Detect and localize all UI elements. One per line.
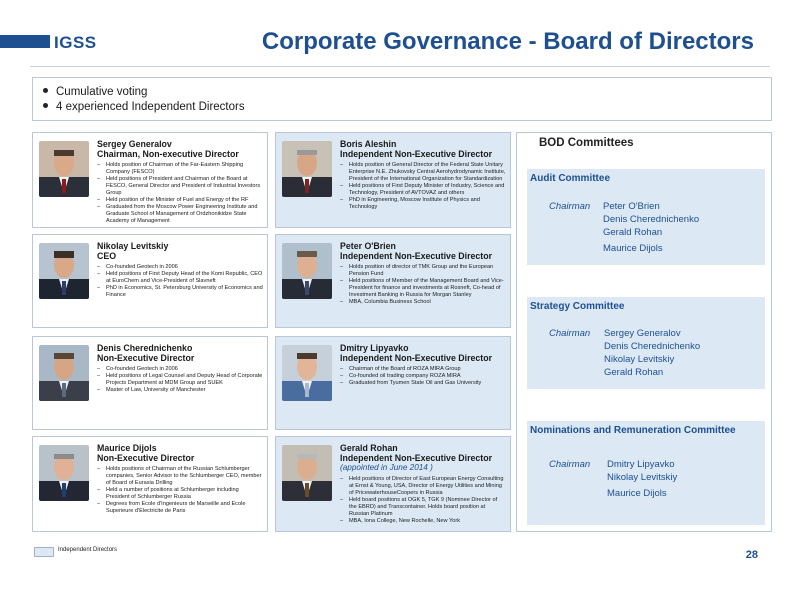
director-name: Dmitry Lipyavko	[340, 343, 409, 353]
bio-item: – Master of Law, University of Manchester	[97, 387, 263, 394]
director-name: Gerald Rohan	[340, 443, 398, 453]
committee-member: Nikolay Levitskiy	[607, 472, 678, 483]
director-role: Independent Non-Executive Director	[340, 149, 493, 159]
director-bio	[340, 476, 506, 525]
committee-member: Sergey Generalov	[604, 328, 681, 339]
bio-item: – Co-founded oil trading company ROZA MIRA	[340, 373, 506, 380]
director-name: Boris Aleshin	[340, 139, 397, 149]
bio-item: – PhD in Engineering, Moscow Institute of Physics and Technology	[340, 197, 506, 211]
chairman-label: Chairman	[549, 328, 591, 339]
bio-item: – MBA, Iona College, New Rochelle, New York	[340, 518, 506, 525]
committee-member: Denis Cherednichenko	[603, 214, 700, 225]
bio-item: – Holds position of Chairman of the Far-Eastern Shipping Company (FESCO)	[97, 162, 263, 176]
director-name: Sergey Generalov	[97, 139, 172, 149]
bio-item: – Held positions of President and Chairman of the Board at FESCO, General Director and President of Industrial Investors Group	[97, 176, 263, 197]
committee-member: Gerald Rohan	[604, 367, 664, 378]
committee-title: Audit Committee	[530, 173, 610, 184]
legend-label: Independent Directors	[58, 547, 118, 553]
nominations-committee	[527, 421, 765, 525]
bio-item: – Held board positions at OGK 5, TGK 9 (Nominee Director of the EBRD) and Transcontainer. Holds board position at Russian Platinum	[340, 497, 506, 518]
audit-committee	[527, 169, 765, 265]
committee-member: Peter O'Brien	[603, 201, 660, 212]
director-role: Non-Executive Director	[97, 353, 195, 363]
bio-item: – Held positions of First Deputy Head of the Komi Republic, CEO at EuroChem and Vice-President of Slavneft	[97, 271, 263, 285]
strategy-committee	[527, 297, 765, 389]
header-divider	[30, 66, 770, 67]
director-role: Independent Non-Executive Director	[340, 251, 493, 261]
bio-item: – Held positions of Legal Counsel and Deputy Head of Corporate Projects Department at MDM Group and SUEK	[97, 373, 263, 387]
director-photo	[282, 345, 332, 401]
committee-title: Strategy Committee	[530, 301, 625, 312]
director-photo	[282, 445, 332, 501]
bullet-icon	[43, 88, 48, 93]
director-bio	[340, 366, 506, 387]
bio-item: – Holds position of director of TMK Group and the European Pension Fund	[340, 264, 506, 278]
director-bio	[97, 264, 263, 299]
director-role: Independent Non-Executive Director	[340, 353, 493, 363]
independent-director-card	[275, 336, 511, 430]
bio-item: – Co-founded Geotech in 2006	[97, 366, 263, 373]
key-point-text: 4 experienced Independent Directors	[56, 101, 245, 113]
director-role: Independent Non-Executive Director	[340, 453, 493, 463]
independent-director-card	[275, 234, 511, 328]
director-name: Peter O'Brien	[340, 241, 396, 251]
director-photo	[39, 445, 89, 501]
director-bio	[340, 162, 506, 211]
bio-item: – Degrees from Ecole d'Ingenieurs de Marseille and Ecole Superieure d'Electricite de Paris	[97, 501, 263, 515]
committee-member: Dmitry Lipyavko	[607, 459, 675, 470]
committee-member: Gerald Rohan	[603, 227, 663, 238]
independent-director-card	[275, 436, 511, 532]
legend-swatch	[34, 547, 54, 557]
director-role: CEO	[97, 251, 117, 261]
logo-bar	[0, 35, 50, 48]
director-card	[32, 132, 268, 228]
bio-item: – Holds positions of Chairman of the Russian Schlumberger companies, Senior Advisor to the Schlumberger CEO, member of Board of Eurasia Drilling	[97, 466, 263, 487]
bio-item: – PhD in Economics, St. Petersburg University of Economics and Finance	[97, 285, 263, 299]
bio-item: – MBA, Columbia Business School	[340, 299, 506, 306]
director-photo	[39, 243, 89, 299]
committees-heading: BOD Committees	[539, 137, 634, 149]
committee-member: Maurice Dijols	[603, 243, 663, 254]
chairman-label: Chairman	[549, 201, 591, 212]
director-card	[32, 336, 268, 430]
director-card	[32, 234, 268, 328]
director-role: Non-Executive Director	[97, 453, 195, 463]
committee-title: Nominations and Remuneration Committee	[530, 425, 736, 436]
committee-member: Denis Cherednichenko	[604, 341, 701, 352]
bod-committees-panel	[516, 132, 772, 532]
bio-item: – Co-founded Geotech in 2006	[97, 264, 263, 271]
bio-item: – Held positions of Director of East European Energy Consulting at Ernst & Young, USA, Director of Energy Utilities and Mining of PricewaterhouseCoopers in Russia	[340, 476, 506, 497]
bio-item: – Held positions of Member of the Management Board and Vice-President for finance and investments at Rosneft, Co-head of Investment Banking in Russia for Morgan Stanley	[340, 278, 506, 299]
bio-item: – Held a number of positions at Schlumberger including President of Schlumberger Russia	[97, 487, 263, 501]
director-card	[32, 436, 268, 532]
director-role: Chairman, Non-executive Director	[97, 149, 239, 159]
key-point-text: Cumulative voting	[56, 86, 148, 98]
page-title: Corporate Governance - Board of Directors	[261, 28, 754, 55]
bio-item: – Graduated from Tyumen State Oil and Gas University	[340, 380, 506, 387]
committee-members	[607, 458, 677, 500]
committee-members	[604, 327, 700, 379]
bio-item: – Holds position of General Director of the Federal State Unitary Enterprise N.E. Zhukovsky Central Aerohydrodynamic Institute, President of the International Organization for Standardization	[340, 162, 506, 183]
key-point	[43, 86, 761, 98]
director-photo	[282, 141, 332, 197]
committee-member: Maurice Dijols	[607, 488, 667, 499]
director-name: Denis Cherednichenko	[97, 343, 193, 353]
key-point	[43, 101, 761, 113]
director-photo	[39, 141, 89, 197]
bio-item: – Held position of the Minister of Fuel and Energy of the RF	[97, 197, 263, 204]
key-points-box	[32, 77, 772, 121]
bio-item: – Chairman of the Board of ROZA MIRA Group	[340, 366, 506, 373]
page-number: 28	[745, 549, 758, 561]
committee-members	[603, 200, 699, 255]
director-photo	[39, 345, 89, 401]
company-logo: IGSS	[54, 33, 97, 52]
director-bio	[97, 162, 263, 225]
chairman-label: Chairman	[549, 459, 591, 470]
bio-item: – Graduated from the Moscow Power Engineering Institute and Graduate School of Management of Ordzhonikidze State Academy of Management	[97, 204, 263, 225]
committee-member: Nikolay Levitskiy	[604, 354, 675, 365]
director-bio	[340, 264, 506, 306]
director-name: Maurice Dijols	[97, 443, 157, 453]
director-name: Nikolay Levitskiy	[97, 241, 169, 251]
director-bio	[97, 366, 263, 394]
independent-director-card	[275, 132, 511, 228]
director-bio	[97, 466, 263, 515]
bio-item: – Held positions of First Deputy Minister of Industry, Science and Technology, President of AVTOVAZ and others	[340, 183, 506, 197]
bullet-icon	[43, 103, 48, 108]
appointment-note: (appointed in June 2014 )	[340, 463, 433, 472]
director-photo	[282, 243, 332, 299]
